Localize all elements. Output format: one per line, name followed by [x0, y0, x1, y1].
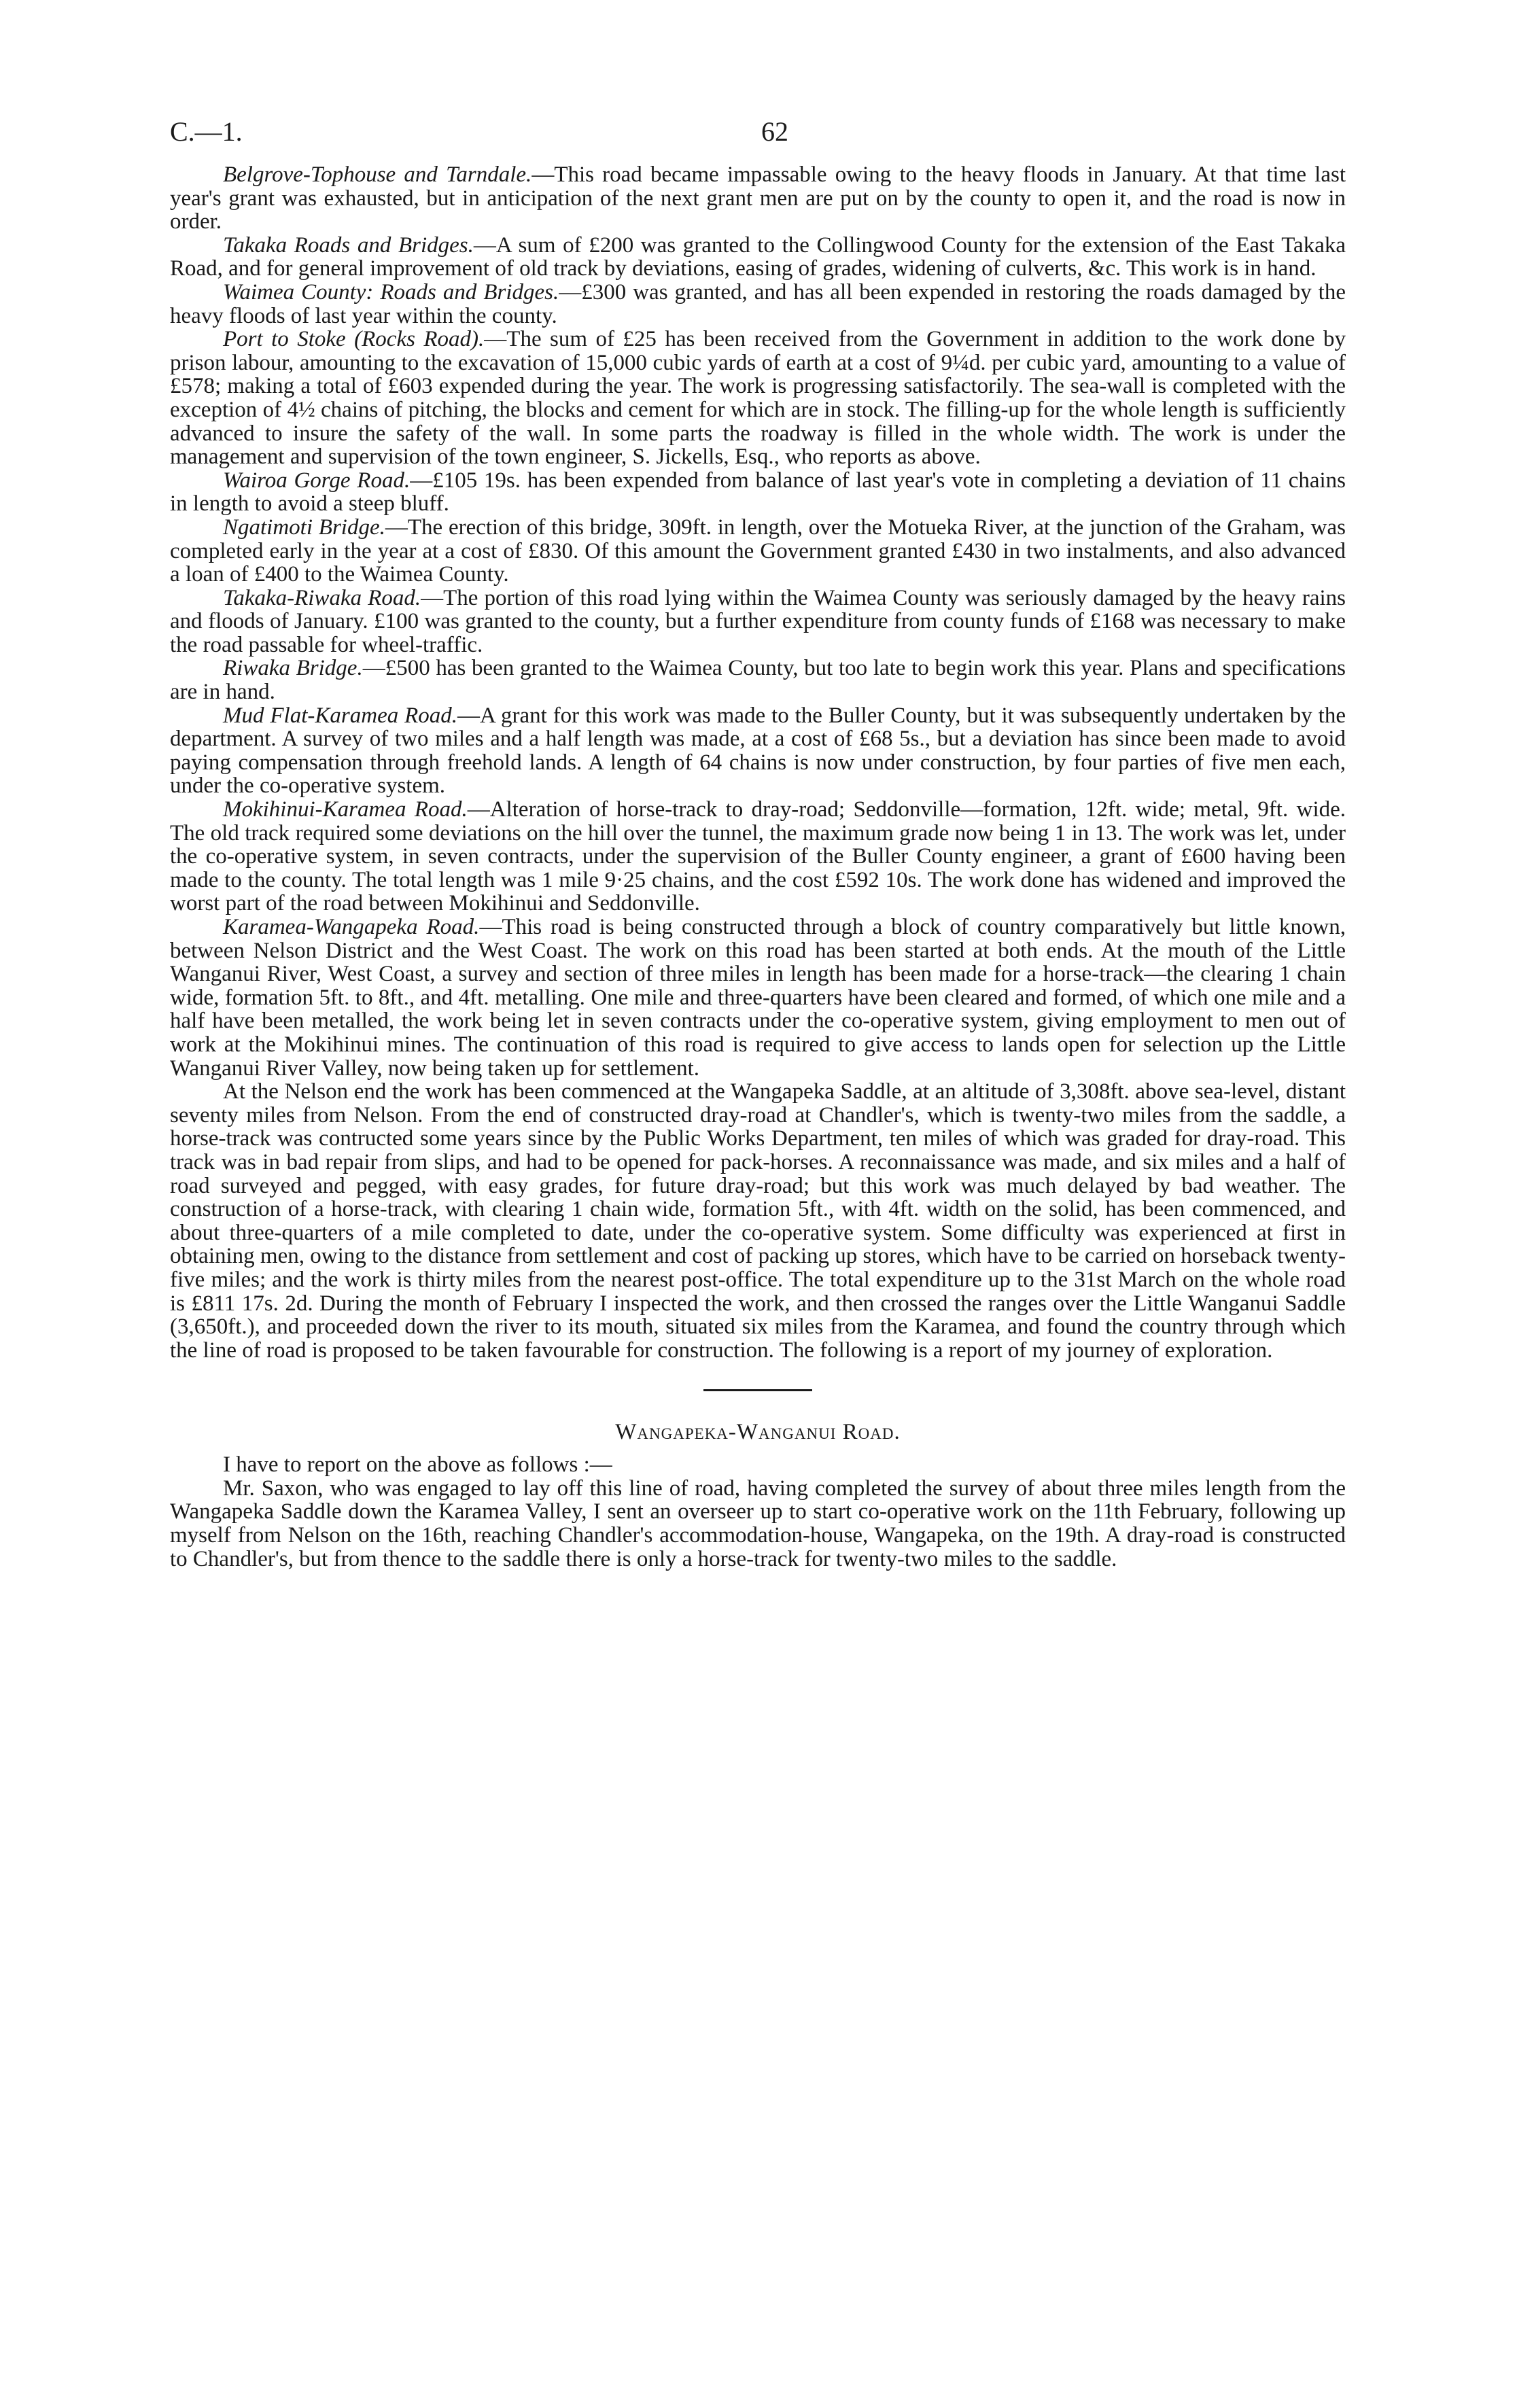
document-page [170, 116, 1346, 1571]
body-text [170, 163, 1346, 1362]
paragraph-karamea-wangapeka [170, 915, 1346, 1080]
paragraph-title: Karamea-Wangapeka Road. [223, 915, 480, 939]
paragraph-title: Waimea County: Roads and Bridges. [223, 279, 559, 304]
paragraph-takaka [170, 234, 1346, 281]
paragraph-text: —This road is being constructed through a block of country comparatively but little known, between Nelson District and the West Coast. The work on this road has been started at both ends. At the mouth of the Little Wanganui River, West Coast, a survey and section of three miles in length has been made for a horse-track—the clearing 1 chain wide, formation 5ft. to 8ft., and 4ft. metalling. One mile and three-quarters have been cleared and formed, of which one mile and a half have been metalled, the work being let in seven contracts under the co-operative system, giving employment to men out of work at the Mokihinui mines. The continuation of this road is required to give access to lands open for selection up the Little Wanganui River Valley, now being taken up for settlement. [170, 915, 1346, 1081]
paragraph-title: Mud Flat-Karamea Road. [223, 703, 458, 728]
paragraph-mokihinui [170, 798, 1346, 915]
paragraph-title: Ngatimoti Bridge. [223, 514, 385, 540]
paragraph-mud-flat [170, 704, 1346, 798]
paragraph-takaka-riwaka [170, 587, 1346, 657]
paragraph-belgrove [170, 163, 1346, 234]
paragraph-text: —£500 has been granted to the Waimea County, but too late to begin work this year. Plans and specifications are in hand. [170, 656, 1346, 705]
paragraph-text: —The erection of this bridge, 309ft. in length, over the Motueka River, at the junction of the Graham, was completed early in the year at a cost of £830. Of this amount the Government granted £430 in two instalments, and also advanced a loan of £400 to the Waimea County. [170, 514, 1346, 587]
paragraph-text: At the Nelson end the work has been commenced at the Wangapeka Saddle, at an altitude of 3,308ft. above sea-level, distant seventy miles from Nelson. From the end of constructed dray-road at Chandler's, which is twenty-two miles from the saddle, a horse-track was contructed some years since by the Public Works Department, ten miles of which was graded for dray-road. This track was in bad repair from slips, and had to be opened for pack-horses. A reconnaissance was made, and six miles and a half of road surveyed and pegged, with easy grades, for future dray-road; but this work was much delayed by bad weather. The construction of a horse-track, with clearing 1 chain wide, formation 5ft., with 4ft. width on the solid, has been commenced, and about three-quarters of a mile completed to date, under the co-operative system. Some difficulty was experienced at first in obtaining men, owing to the distance from settlement and cost of packing up stores, which have to be carried on horseback twenty-five miles; and the work is thirty miles from the nearest post-office. The total expenditure up to the 31st March on the whole road is £811 17s. 2d. During the month of February I inspected the work, and then crossed the ranges over the Little Wanganui Saddle (3,650ft.), and proceeded down the river to its mouth, situated six miles from the Karamea, and found the country through which the line of road is proposed to be taken favourable for construction. The following is a report of my journey of exploration. [170, 1079, 1346, 1363]
section-wangapeka-wanganui [170, 1420, 1346, 1571]
paragraph-text: —£300 was granted, and has all been expended in restoring the roads damaged by the heavy floods of last year within the county. [170, 279, 1346, 328]
section-divider [703, 1389, 812, 1391]
section-intro: I have to report on the above as follows :— [223, 1452, 612, 1478]
paragraph-text: —The portion of this road lying within the Waimea County was seriously damaged by the heavy rains and floods of January. £100 was granted to the county, but a further expenditure from county funds of £168 was necessary to make the road passable for wheel-traffic. [170, 585, 1346, 657]
document-reference: C.—1. [170, 116, 243, 147]
paragraph-title: Port to Stoke (Rocks Road). [223, 327, 485, 352]
paragraph-port-to-stoke [170, 328, 1346, 469]
paragraph-title: Takaka-Riwaka Road. [223, 585, 421, 610]
paragraph-title: Mokihinui-Karamea Road. [223, 797, 468, 822]
paragraph-text: —A sum of £200 was granted to the Collingwood County for the extension of the East Takaka Road, and for general improvement of old track by deviations, easing of grades, widening of culverts, &c. This work is in hand. [170, 232, 1346, 281]
paragraph-title: Takaka Roads and Bridges. [223, 232, 474, 258]
paragraph-title: Wairoa Gorge Road. [223, 468, 411, 493]
paragraph-riwaka-bridge [170, 657, 1346, 703]
paragraph-text: —The sum of £25 has been received from the Government in addition to the work done by prison labour, amounting to the excavation of 15,000 cubic yards of earth at a cost of 9¼d. per cubic yard, amounting to a value of £578; making a total of £603 expended during the year. The work is progressing satisfactorily. The sea-wall is completed with the exception of 4½ chains of pitching, the blocks and cement for which are in stock. The filling-up for the whole length is sufficiently advanced to insure the safety of the wall. In some parts the roadway is filled in the whole width. The work is under the management and supervision of the town engineer, S. Jickells, Esq., who reports as above. [170, 327, 1346, 470]
paragraph-nelson-end [170, 1080, 1346, 1362]
paragraph-text: —Alteration of horse-track to dray-road; Seddonville—formation, 12ft. wide; metal, 9ft. wide. The old track required some deviations on the hill over the tunnel, the maximum grade now being 1 in 13. The work was let, under the co-operative system, in seven contracts, under the supervision of the Buller County engineer, a grant of £600 having been made to the county. The total length was 1 mile 9·25 chains, and the cost £592 10s. The work done has widened and improved the worst part of the road between Mokihinui and Seddonville. [170, 797, 1346, 916]
paragraph-title: Riwaka Bridge. [223, 656, 363, 681]
paragraph-text: —This road became impassable owing to the heavy floods in January. At that time last year's grant was exhausted, but in anticipation of the next grant men are put on by the county to open it, and the road is now in order. [170, 162, 1346, 234]
paragraph-text: —£105 19s. has been expended from balance of last year's vote in completing a deviation of 11 chains in length to avoid a steep bluff. [170, 468, 1346, 517]
section-heading: Wangapeka-Wanganui Road. [615, 1420, 901, 1445]
paragraph-ngatimoti [170, 516, 1346, 587]
page-number: 62 [761, 116, 788, 147]
paragraph-waimea [170, 281, 1346, 328]
paragraph-text: —A grant for this work was made to the Buller County, but it was subsequently undertaken by the department. A survey of two miles and a half length was made, at a cost of £68 5s., but a deviation has since been made to avoid paying compensation through freehold lands. A length of 64 chains is now under construction, by four parties of five men each, under the co-operative system. [170, 703, 1346, 799]
paragraph-wairoa-gorge [170, 469, 1346, 516]
section-paragraph: Mr. Saxon, who was engaged to lay off this line of road, having completed the survey of about three miles length from the Wangapeka Saddle down the Karamea Valley, I sent an overseer up to start co-operative work on the 11th February, following up myself from Nelson on the 16th, reaching Chandler's accommodation-house, Wangapeka, on the 19th. A dray-road is constructed to Chandler's, but from thence to the saddle there is only a horse-track for twenty-two miles to the saddle. [170, 1476, 1346, 1571]
paragraph-title: Belgrove-Tophouse and Tarndale. [223, 162, 532, 187]
page-header [170, 116, 1346, 163]
